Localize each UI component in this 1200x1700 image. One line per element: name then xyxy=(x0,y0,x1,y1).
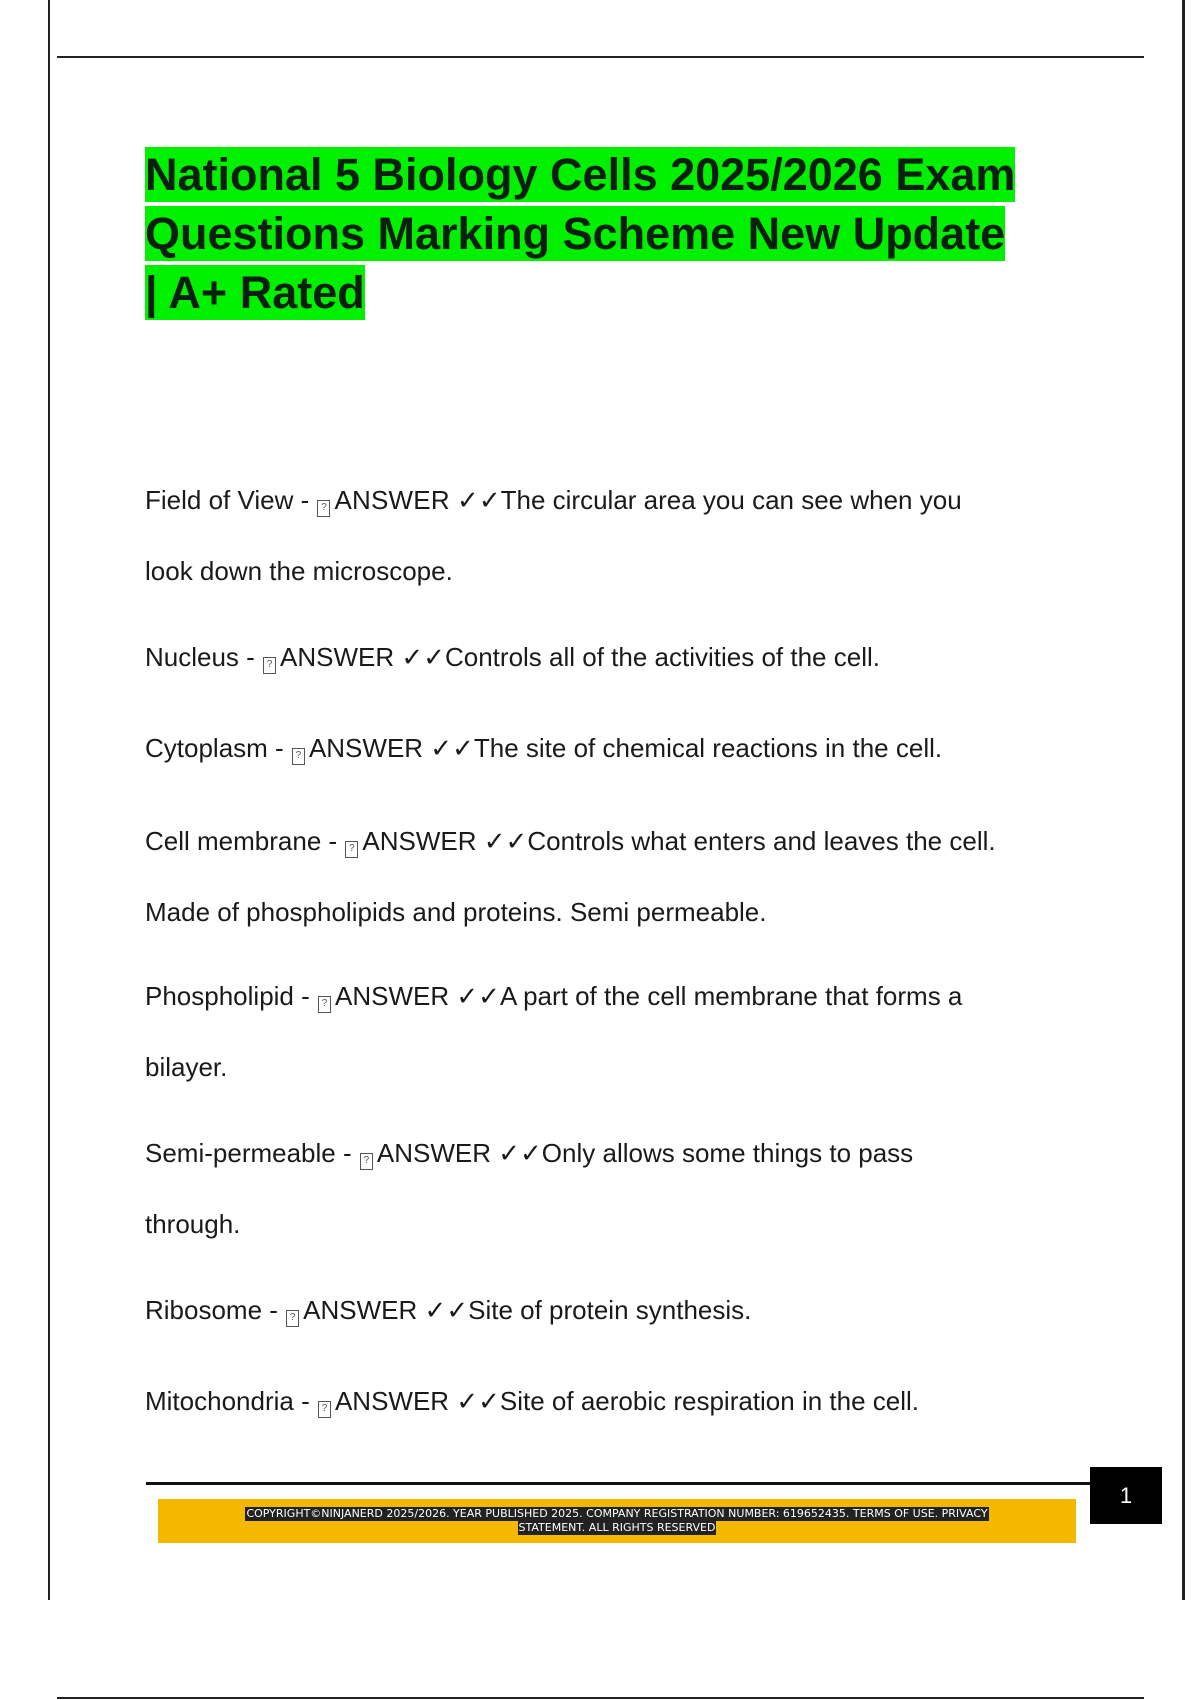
qa-entry: Cell membrane - ? ANSWER ✓✓Controls what enters and leaves the cell. Made of phospholipids and proteins. Semi permeable. xyxy=(145,826,996,927)
page-border-left xyxy=(48,0,50,1600)
answer-text-continued: through. xyxy=(145,1209,241,1239)
answer-text: A part of the cell membrane that forms a xyxy=(499,981,963,1011)
answer-label: ANSWER xyxy=(308,733,424,763)
answer-text: The site of chemical reactions in the cell. xyxy=(473,733,943,763)
qa-entry: Semi-permeable - ? ANSWER ✓✓Only allows some things to pass through. xyxy=(145,1138,914,1239)
header-rule xyxy=(57,56,1144,58)
term: Phospholipid xyxy=(145,981,294,1011)
answer-text: Site of aerobic respiration in the cell. xyxy=(499,1386,920,1416)
term: Ribosome xyxy=(145,1295,263,1325)
check-marks: ✓✓ xyxy=(456,981,500,1011)
check-marks: ✓✓ xyxy=(401,642,445,672)
qa-entry: Field of View - ? ANSWER ✓✓The circular area you can see when you look down the microscope. xyxy=(145,485,962,586)
term: Cytoplasm xyxy=(145,733,268,763)
term: Field of View xyxy=(145,485,294,515)
page-number: 1 xyxy=(1090,1467,1162,1524)
answer-label: ANSWER xyxy=(303,1295,418,1325)
check-marks: ✓✓ xyxy=(457,485,501,515)
term: Nucleus xyxy=(145,642,239,672)
qa-entry: Ribosome - ? ANSWER ✓✓Site of protein synthesis. xyxy=(145,1295,752,1325)
footer-rule xyxy=(146,1482,1090,1485)
term: Mitochondria xyxy=(145,1386,294,1416)
qa-entry: Phospholipid - ? ANSWER ✓✓A part of the cell membrane that forms a bilayer. xyxy=(145,981,963,1082)
copyright-line-2: STATEMENT. ALL RIGHTS RESERVED xyxy=(518,1521,716,1534)
answer-text: Site of protein synthesis. xyxy=(468,1295,752,1325)
answer-label: ANSWER xyxy=(362,826,477,856)
missing-glyph-icon: ? xyxy=(292,748,305,765)
missing-glyph-icon: ? xyxy=(263,657,276,674)
answer-label: ANSWER xyxy=(334,485,450,515)
answer-text: Controls what enters and leaves the cell. xyxy=(527,826,996,856)
title-line: National 5 Biology Cells 2025/2026 Exam xyxy=(145,149,1016,200)
copyright-footer xyxy=(158,1499,1076,1543)
qa-entry: Nucleus - ? ANSWER ✓✓Controls all of the activities of the cell. xyxy=(145,642,880,672)
answer-text: The circular area you can see when you xyxy=(500,485,962,515)
check-marks: ✓✓ xyxy=(456,1386,500,1416)
answer-text: Controls all of the activities of the cell. xyxy=(444,642,880,672)
answer-label: ANSWER xyxy=(334,1386,450,1416)
answer-label: ANSWER xyxy=(376,1138,491,1168)
document-title xyxy=(145,145,1095,322)
term: Cell membrane xyxy=(145,826,322,856)
title-line: | A+ Rated xyxy=(145,267,365,318)
answer-label: ANSWER xyxy=(335,981,450,1011)
check-marks: ✓✓ xyxy=(483,826,528,856)
check-marks: ✓✓ xyxy=(424,1295,469,1325)
missing-glyph-icon: ? xyxy=(317,500,330,517)
answer-label: ANSWER xyxy=(280,642,395,672)
check-marks: ✓✓ xyxy=(498,1138,542,1168)
answer-text-continued: bilayer. xyxy=(145,1052,228,1082)
missing-glyph-icon: ? xyxy=(286,1310,299,1327)
qa-entry: Mitochondria - ? ANSWER ✓✓Site of aerobic respiration in the cell. xyxy=(145,1386,920,1416)
copyright-line-1: COPYRIGHT©NINJANERD 2025/2026. YEAR PUBLISHED 2025. COMPANY REGISTRATION NUMBER: 619652435. TERMS OF USE. PRIVACY xyxy=(246,1507,988,1520)
answer-text-continued: Made of phospholipids and proteins. Semi permeable. xyxy=(145,897,767,927)
check-marks: ✓✓ xyxy=(430,733,474,763)
missing-glyph-icon: ? xyxy=(360,1153,373,1170)
term: Semi-permeable xyxy=(145,1138,336,1168)
page-border-right xyxy=(1182,0,1185,1600)
qa-entry: Cytoplasm - ? ANSWER ✓✓The site of chemical reactions in the cell. xyxy=(145,733,943,763)
title-line: Questions Marking Scheme New Update xyxy=(145,208,1006,259)
missing-glyph-icon: ? xyxy=(318,1401,331,1418)
answer-text: Only allows some things to pass xyxy=(541,1138,914,1168)
missing-glyph-icon: ? xyxy=(345,841,358,858)
next-page-rule xyxy=(57,1697,1144,1699)
missing-glyph-icon: ? xyxy=(318,996,331,1013)
answer-text-continued: look down the microscope. xyxy=(145,556,453,586)
